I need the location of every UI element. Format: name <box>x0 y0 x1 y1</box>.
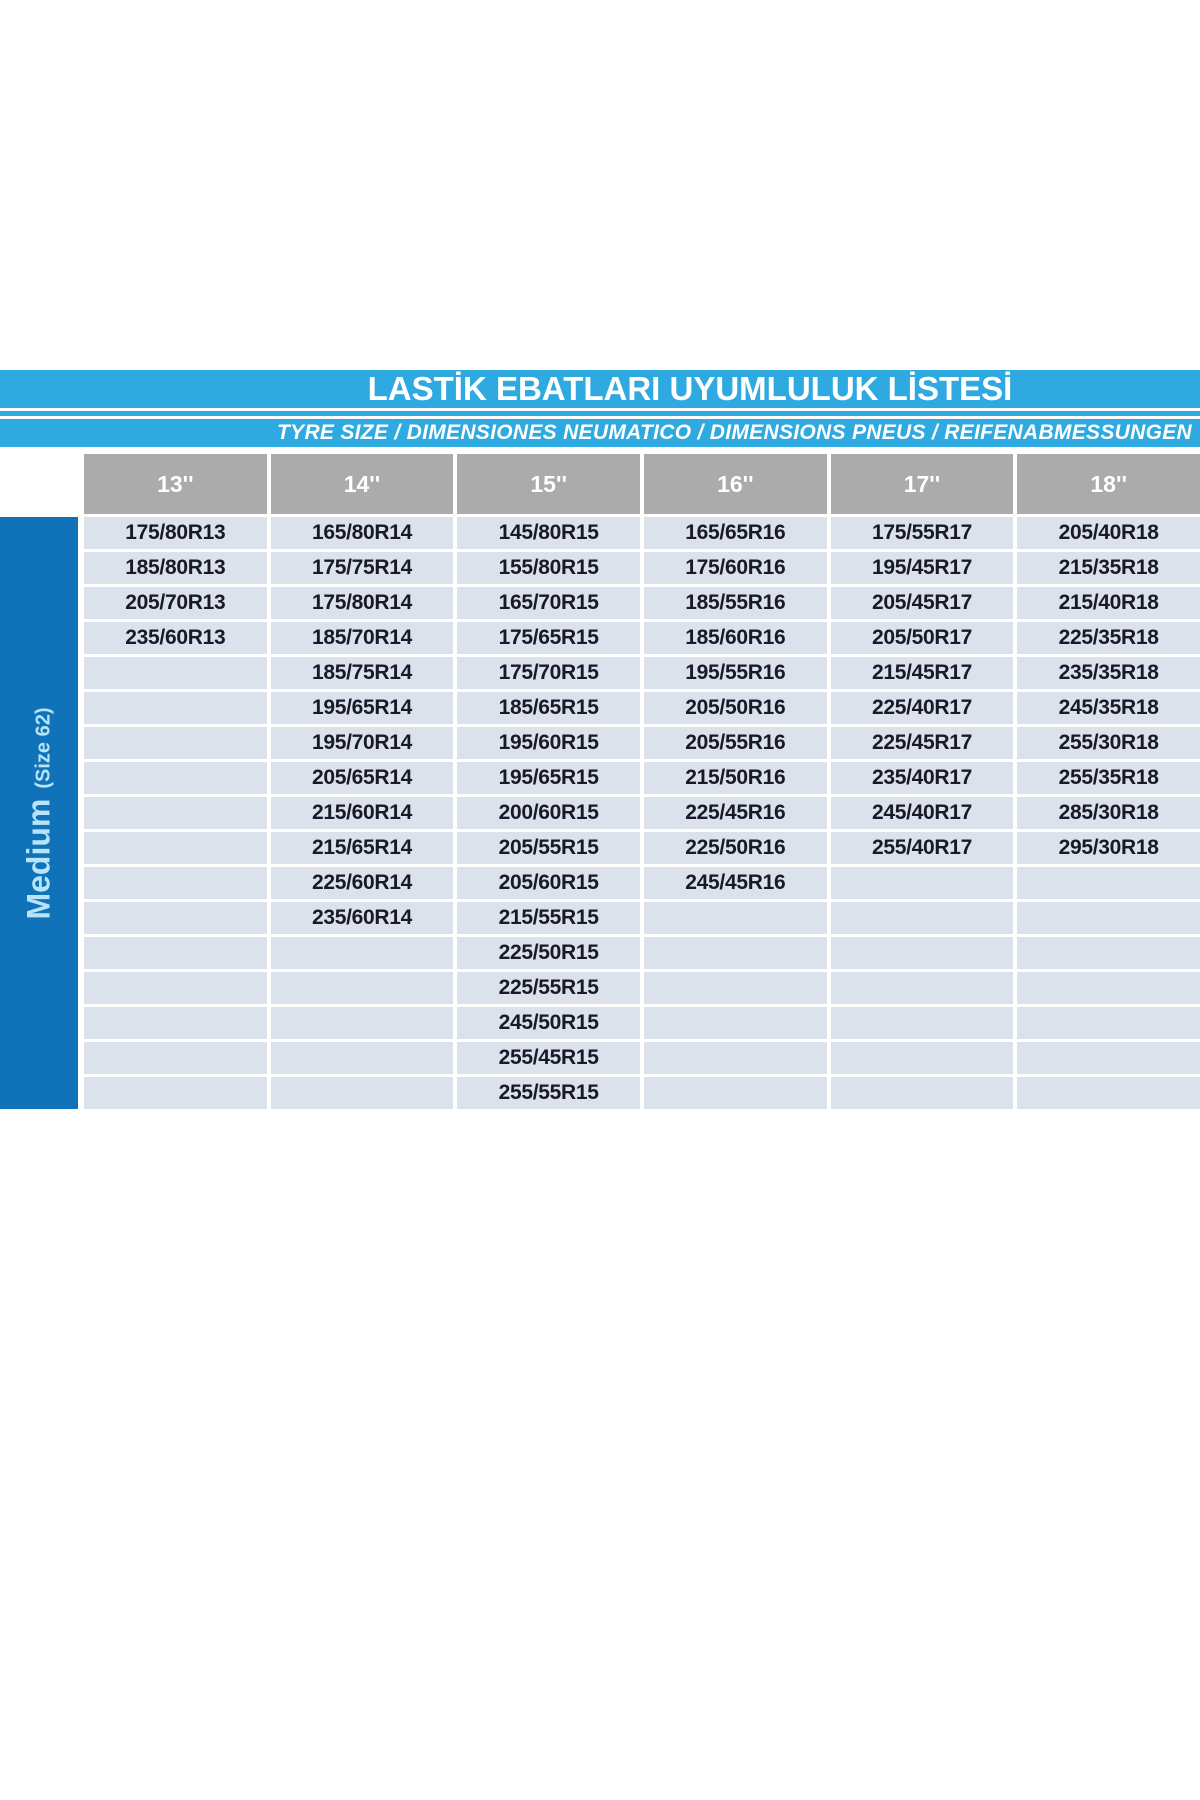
tyre-size-cell: 245/50R15 <box>457 1007 640 1039</box>
tyre-size-cell: 285/30R18 <box>1017 797 1200 829</box>
column-header-18: 18'' <box>1017 454 1200 514</box>
tyre-size-cell: 185/80R13 <box>84 552 267 584</box>
tyre-size-cell <box>1017 902 1200 934</box>
tyre-size-cell <box>271 1042 454 1074</box>
tyre-size-cell <box>84 832 267 864</box>
tyre-size-cell <box>644 902 827 934</box>
tyre-size-cell <box>84 937 267 969</box>
tyre-size-cell <box>84 867 267 899</box>
tyre-size-cell <box>831 937 1014 969</box>
column-header-16: 16'' <box>644 454 827 514</box>
tyre-size-cell: 155/80R15 <box>457 552 640 584</box>
tyre-size-cell: 235/60R13 <box>84 622 267 654</box>
tyre-size-cell: 225/50R16 <box>644 832 827 864</box>
tyre-size-cell: 205/55R16 <box>644 727 827 759</box>
tyre-size-cell <box>84 762 267 794</box>
subtitle-text: TYRE SIZE / DIMENSIONES NEUMATICO / DIMENSIONS PNEUS / REIFENABMESSUNGEN <box>277 421 1192 444</box>
tyre-size-cell: 175/60R16 <box>644 552 827 584</box>
column-header-17: 17'' <box>831 454 1014 514</box>
tyre-size-cell <box>84 1007 267 1039</box>
tyre-size-cell: 215/50R16 <box>644 762 827 794</box>
tyre-size-cell <box>1017 972 1200 1004</box>
size-group-label: Medium <box>20 798 57 920</box>
tyre-size-cell <box>831 1007 1014 1039</box>
tyre-size-cell: 215/65R14 <box>271 832 454 864</box>
tyre-size-cell: 245/40R17 <box>831 797 1014 829</box>
tyre-size-cell: 175/75R14 <box>271 552 454 584</box>
tyre-size-cell: 175/65R15 <box>457 622 640 654</box>
column-header-14: 14'' <box>271 454 454 514</box>
tyre-size-cell: 235/40R17 <box>831 762 1014 794</box>
tyre-size-cell: 205/50R16 <box>644 692 827 724</box>
size-group-rotated-label <box>21 707 58 919</box>
tyre-size-cell <box>1017 1007 1200 1039</box>
tyre-size-cell <box>644 1042 827 1074</box>
tyre-size-cell <box>84 797 267 829</box>
tyre-size-cell <box>644 972 827 1004</box>
divider-stripe <box>0 411 1200 416</box>
tyre-size-cell: 225/35R18 <box>1017 622 1200 654</box>
tyre-size-cell: 245/45R16 <box>644 867 827 899</box>
tyre-size-cell: 200/60R15 <box>457 797 640 829</box>
tyre-size-cell: 185/65R15 <box>457 692 640 724</box>
tyre-size-cell: 175/70R15 <box>457 657 640 689</box>
tyre-size-cell <box>1017 1042 1200 1074</box>
tyre-size-cell <box>644 1077 827 1109</box>
tyre-size-cell: 175/80R14 <box>271 587 454 619</box>
tyre-size-cell: 225/50R15 <box>457 937 640 969</box>
tyre-size-table <box>84 454 1200 1109</box>
tyre-size-cell: 215/60R14 <box>271 797 454 829</box>
tyre-size-cell <box>1017 867 1200 899</box>
tyre-size-cell: 175/80R13 <box>84 517 267 549</box>
tyre-size-cell <box>271 1077 454 1109</box>
tyre-size-cell: 205/60R15 <box>457 867 640 899</box>
tyre-size-cell <box>644 1007 827 1039</box>
tyre-size-cell: 255/45R15 <box>457 1042 640 1074</box>
column-header-15: 15'' <box>457 454 640 514</box>
tyre-size-cell: 185/60R16 <box>644 622 827 654</box>
size-group-sidebar <box>0 517 78 1109</box>
subtitle-bar <box>0 419 1200 447</box>
tyre-size-cell: 215/55R15 <box>457 902 640 934</box>
tyre-size-cell: 255/30R18 <box>1017 727 1200 759</box>
tyre-size-cell: 195/70R14 <box>271 727 454 759</box>
tyre-size-cell: 185/70R14 <box>271 622 454 654</box>
tyre-size-cell <box>84 657 267 689</box>
tyre-size-cell <box>84 902 267 934</box>
tyre-size-cell: 205/65R14 <box>271 762 454 794</box>
tyre-size-cell: 245/35R18 <box>1017 692 1200 724</box>
tyre-size-cell <box>84 692 267 724</box>
title-bar <box>0 370 1200 408</box>
tyre-size-cell: 255/55R15 <box>457 1077 640 1109</box>
tyre-size-cell: 225/55R15 <box>457 972 640 1004</box>
tyre-size-cell <box>271 972 454 1004</box>
tyre-size-cell: 215/40R18 <box>1017 587 1200 619</box>
tyre-size-cell <box>831 1077 1014 1109</box>
tyre-size-cell: 215/35R18 <box>1017 552 1200 584</box>
tyre-size-cell <box>271 937 454 969</box>
tyre-size-cell: 195/65R14 <box>271 692 454 724</box>
tyre-size-cell: 145/80R15 <box>457 517 640 549</box>
tyre-size-cell <box>1017 937 1200 969</box>
tyre-size-cell: 215/45R17 <box>831 657 1014 689</box>
tyre-size-cell: 205/70R13 <box>84 587 267 619</box>
tyre-size-cell: 195/45R17 <box>831 552 1014 584</box>
tyre-size-cell <box>644 937 827 969</box>
tyre-size-cell: 235/60R14 <box>271 902 454 934</box>
tyre-size-cell: 205/50R17 <box>831 622 1014 654</box>
tyre-size-cell: 255/40R17 <box>831 832 1014 864</box>
column-header-13: 13'' <box>84 454 267 514</box>
tyre-size-cell <box>84 1077 267 1109</box>
tyre-size-cell: 165/70R15 <box>457 587 640 619</box>
tyre-size-cell: 205/55R15 <box>457 832 640 864</box>
tyre-size-cell: 165/65R16 <box>644 517 827 549</box>
tyre-size-cell: 165/80R14 <box>271 517 454 549</box>
tyre-size-cell <box>84 1042 267 1074</box>
tyre-size-cell: 255/35R18 <box>1017 762 1200 794</box>
tyre-size-cell: 205/45R17 <box>831 587 1014 619</box>
tyre-size-cell <box>831 902 1014 934</box>
tyre-size-cell <box>831 972 1014 1004</box>
tyre-size-cell <box>271 1007 454 1039</box>
tyre-size-cell: 235/35R18 <box>1017 657 1200 689</box>
tyre-size-cell: 205/40R18 <box>1017 517 1200 549</box>
tyre-size-cell: 195/65R15 <box>457 762 640 794</box>
tyre-size-cell: 195/55R16 <box>644 657 827 689</box>
tyre-size-cell: 225/60R14 <box>271 867 454 899</box>
tyre-size-cell: 195/60R15 <box>457 727 640 759</box>
tyre-size-cell <box>831 867 1014 899</box>
tyre-size-cell: 225/40R17 <box>831 692 1014 724</box>
tyre-size-cell: 225/45R17 <box>831 727 1014 759</box>
tyre-size-cell: 185/75R14 <box>271 657 454 689</box>
tyre-size-cell: 175/55R17 <box>831 517 1014 549</box>
tyre-size-cell: 225/45R16 <box>644 797 827 829</box>
tyre-size-cell <box>1017 1077 1200 1109</box>
page-title: LASTİK EBATLARI UYUMLULUK LİSTESİ <box>367 370 1013 407</box>
tyre-size-cell <box>831 1042 1014 1074</box>
tyre-size-cell <box>84 972 267 1004</box>
size-group-sublabel: (Size 62) <box>32 706 55 789</box>
tyre-size-cell: 295/30R18 <box>1017 832 1200 864</box>
tyre-size-cell: 185/55R16 <box>644 587 827 619</box>
tyre-size-cell <box>84 727 267 759</box>
